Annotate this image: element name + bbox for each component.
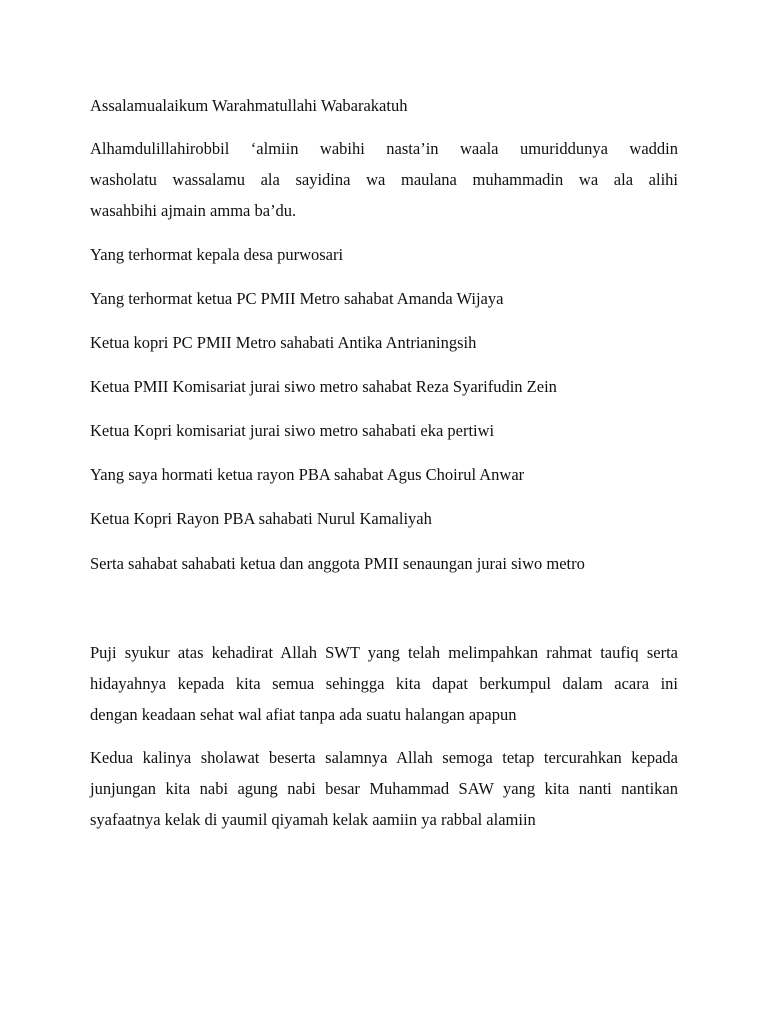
salutation-line: Ketua PMII Komisariat jurai siwo metro sahabat Reza Syarifudin Zein <box>90 377 557 396</box>
sholawat-line: syafaatnya kelak di yaumil qiyamah kelak aamiin ya rabbal alamiin <box>90 810 536 829</box>
sholawat-line: junjungan kita nabi agung nabi besar Muhammad SAW yang kita nanti nantikan <box>90 779 678 798</box>
salutation-line: Serta sahabat sahabati ketua dan anggota PMII senaungan jurai siwo metro <box>90 554 585 573</box>
opening-line: wasahbihi ajmain amma ba’du. <box>90 201 297 220</box>
salutation-line: Ketua Kopri komisariat jurai siwo metro sahabati eka pertiwi <box>90 421 495 440</box>
opening-paragraph <box>90 133 678 226</box>
gratitude-line: Puji syukur atas kehadirat Allah SWT yang telah melimpahkan rahmat taufiq serta <box>90 643 678 662</box>
greeting: Assalamualaikum Warahmatullahi Wabarakatuh <box>90 96 408 115</box>
sholawat-paragraph <box>90 742 678 835</box>
salutation-line: Yang terhormat kepala desa purwosari <box>90 245 344 264</box>
salutation-line: Ketua kopri PC PMII Metro sahabati Antika Antrianingsih <box>90 333 477 352</box>
gratitude-paragraph <box>90 637 678 730</box>
salutation-line: Ketua Kopri Rayon PBA sahabati Nurul Kamaliyah <box>90 509 432 528</box>
salutation-line: Yang saya hormati ketua rayon PBA sahabat Agus Choirul Anwar <box>90 465 525 484</box>
opening-line: washolatu wassalamu ala sayidina wa maulana muhammadin wa ala alihi <box>90 170 678 189</box>
gratitude-line: hidayahnya kepada kita semua sehingga kita dapat berkumpul dalam acara ini <box>90 674 678 693</box>
opening-line: Alhamdulillahirobbil ‘almiin wabihi nasta’in waala umuriddunya waddin <box>90 139 678 158</box>
salutation-line: Yang terhormat ketua PC PMII Metro sahabat Amanda Wijaya <box>90 289 504 308</box>
gratitude-line: dengan keadaan sehat wal afiat tanpa ada suatu halangan apapun <box>90 705 517 724</box>
sholawat-line: Kedua kalinya sholawat beserta salamnya Allah semoga tetap tercurahkan kepada <box>90 748 678 767</box>
